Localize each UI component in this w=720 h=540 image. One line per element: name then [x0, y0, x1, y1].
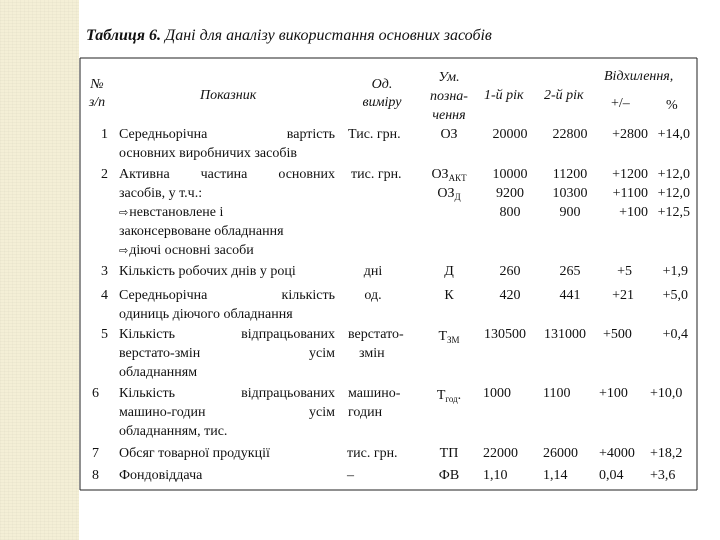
row-1-num: 1 — [101, 127, 108, 142]
row-2-symbol-2: $ОЗ_Д$ — [437, 186, 461, 202]
row-1-abs: +2800 — [612, 127, 648, 142]
row-8-y2: 1,14 — [543, 468, 568, 483]
row-7-abs: +4000 — [599, 446, 635, 461]
row-7-pct: +18,2 — [650, 446, 683, 461]
row-8-abs: 0,04 — [599, 468, 624, 483]
row-3-y2: 265 — [559, 264, 581, 279]
row-5-text-line: обладнанням — [119, 365, 198, 380]
row-2-subitem-1 — [119, 203, 223, 222]
header-year2: 2-й рік — [544, 88, 584, 103]
row-7-num: 7 — [92, 446, 99, 461]
row-2-unit: тис. грн. — [351, 167, 402, 182]
row-2-num: 2 — [101, 167, 108, 182]
row-1-text-line: основних виробничих засобів — [119, 146, 297, 161]
row-6-y1: 1000 — [483, 386, 511, 401]
row-2-pct: +12,0 — [657, 167, 690, 182]
row-7-text-line: Обсяг товарної продукції — [119, 446, 270, 461]
row-1-y2: 22800 — [552, 127, 588, 142]
row-7-unit: тис. грн. — [347, 446, 398, 461]
row-6-unit: годин — [348, 405, 383, 420]
row-7-y1: 22000 — [483, 446, 518, 461]
row-2-y2: 10300 — [552, 186, 588, 201]
row-5-y1: 130500 — [484, 327, 526, 342]
row-5-abs: +500 — [603, 327, 632, 342]
row-3-num: 3 — [101, 264, 108, 279]
row-1-text-line: Середньорічна вартість — [119, 127, 335, 142]
header-pct: % — [666, 98, 678, 113]
header-year1: 1-й рік — [484, 88, 524, 103]
row-1-unit: Тис. грн. — [348, 127, 401, 142]
header-deviation: Відхилення, — [604, 69, 674, 84]
row-8-num: 8 — [92, 468, 99, 483]
row-5-text-line: Кількість відпрацьованих — [119, 327, 335, 342]
row-2-subitem-2 — [119, 241, 254, 260]
row-6-y2: 1100 — [543, 386, 571, 401]
row-8-unit: – — [347, 468, 354, 483]
row-3-unit: дні — [363, 264, 383, 279]
row-3-symbol: Д — [444, 264, 454, 279]
row-8-pct: +3,6 — [650, 468, 676, 483]
row-6-abs: +100 — [599, 386, 628, 401]
row-5-num: 5 — [101, 327, 108, 342]
row-4-y1: 420 — [499, 288, 521, 303]
row-5-text-line: верстато-змін усім — [119, 346, 335, 361]
row-2-text-line: засобів, у т.ч.: — [119, 186, 203, 201]
row-2-abs: +100 — [619, 205, 648, 220]
row-2-y2: 900 — [559, 205, 581, 220]
row-1-y1: 20000 — [492, 127, 528, 142]
arrow-right-icon: ⇨ — [119, 244, 129, 257]
row-3-y1: 260 — [499, 264, 521, 279]
row-8-y1: 1,10 — [483, 468, 508, 483]
row-4-unit: од. — [364, 288, 382, 303]
row-1-symbol: ОЗ — [440, 127, 458, 142]
header-symbol: Ум. позна- чення — [430, 70, 468, 123]
row-4-pct: +5,0 — [662, 288, 688, 303]
header-unit: Од. виміру — [362, 77, 402, 110]
row-4-text-line: одиниць діючого обладнання — [119, 307, 293, 322]
row-2-pct: +12,0 — [657, 186, 690, 201]
header-indicator: Показник — [200, 88, 257, 103]
row-4-symbol: К — [444, 288, 454, 303]
row-2-y1: 9200 — [496, 186, 524, 201]
row-1-pct: +14,0 — [657, 127, 690, 142]
row-3-pct: +1,9 — [662, 264, 688, 279]
row-6-pct: +10,0 — [650, 386, 683, 401]
row-5-y2: 131000 — [544, 327, 586, 342]
row-2-y1: 10000 — [492, 167, 528, 182]
row-4-num: 4 — [101, 288, 108, 303]
row-5-unit: верстато- — [348, 327, 404, 342]
row-8-text-line: Фондовіддача — [119, 468, 203, 483]
row-6-symbol: $Т_{год}$. — [436, 388, 462, 404]
row-6-text-line: машино-годин усім — [119, 405, 335, 420]
row-6-num: 6 — [92, 386, 99, 401]
row-3-text-line: Кількість робочих днів у році — [119, 264, 296, 279]
row-2-abs: +1200 — [612, 167, 648, 182]
row-5-symbol: $Т_{ЗМ}$ — [438, 329, 460, 345]
row-6-unit: машино- — [348, 386, 401, 401]
row-4-text-line: Середньорічна кількість — [119, 288, 335, 303]
row-4-y2: 441 — [559, 288, 581, 303]
row-2-text-line: Активна частина основних — [119, 167, 335, 182]
row-2-y1: 800 — [499, 205, 521, 220]
row-5-pct: +0,4 — [662, 327, 688, 342]
header-abs: +/– — [611, 96, 630, 111]
row-6-text-line: обладнанням, тис. — [119, 424, 228, 439]
row-7-y2: 26000 — [543, 446, 578, 461]
header-num: № з/п — [88, 77, 106, 110]
row-2-abs: +1100 — [612, 186, 648, 201]
row-2-text-line: законсервоване обладнання — [119, 224, 284, 239]
arrow-right-icon: ⇨ — [119, 206, 129, 219]
row-3-abs: +5 — [617, 264, 632, 279]
row-2-text-line: невстановлене і — [129, 205, 224, 220]
row-2-y2: 11200 — [552, 167, 588, 182]
row-2-text-line: діючі основні засоби — [129, 243, 254, 258]
row-8-symbol: ФВ — [438, 468, 460, 483]
row-6-text-line: Кількість відпрацьованих — [119, 386, 335, 401]
row-7-symbol: ТП — [439, 446, 459, 461]
row-2-symbol-1: $ОЗ_{АКТ}$ — [431, 167, 467, 183]
row-2-pct: +12,5 — [657, 205, 690, 220]
table-label: Таблиця 6. — [86, 27, 162, 44]
row-4-abs: +21 — [612, 288, 634, 303]
table-caption: Дані для аналізу використання основних засобів — [165, 27, 492, 44]
row-5-unit: змін — [359, 346, 385, 361]
